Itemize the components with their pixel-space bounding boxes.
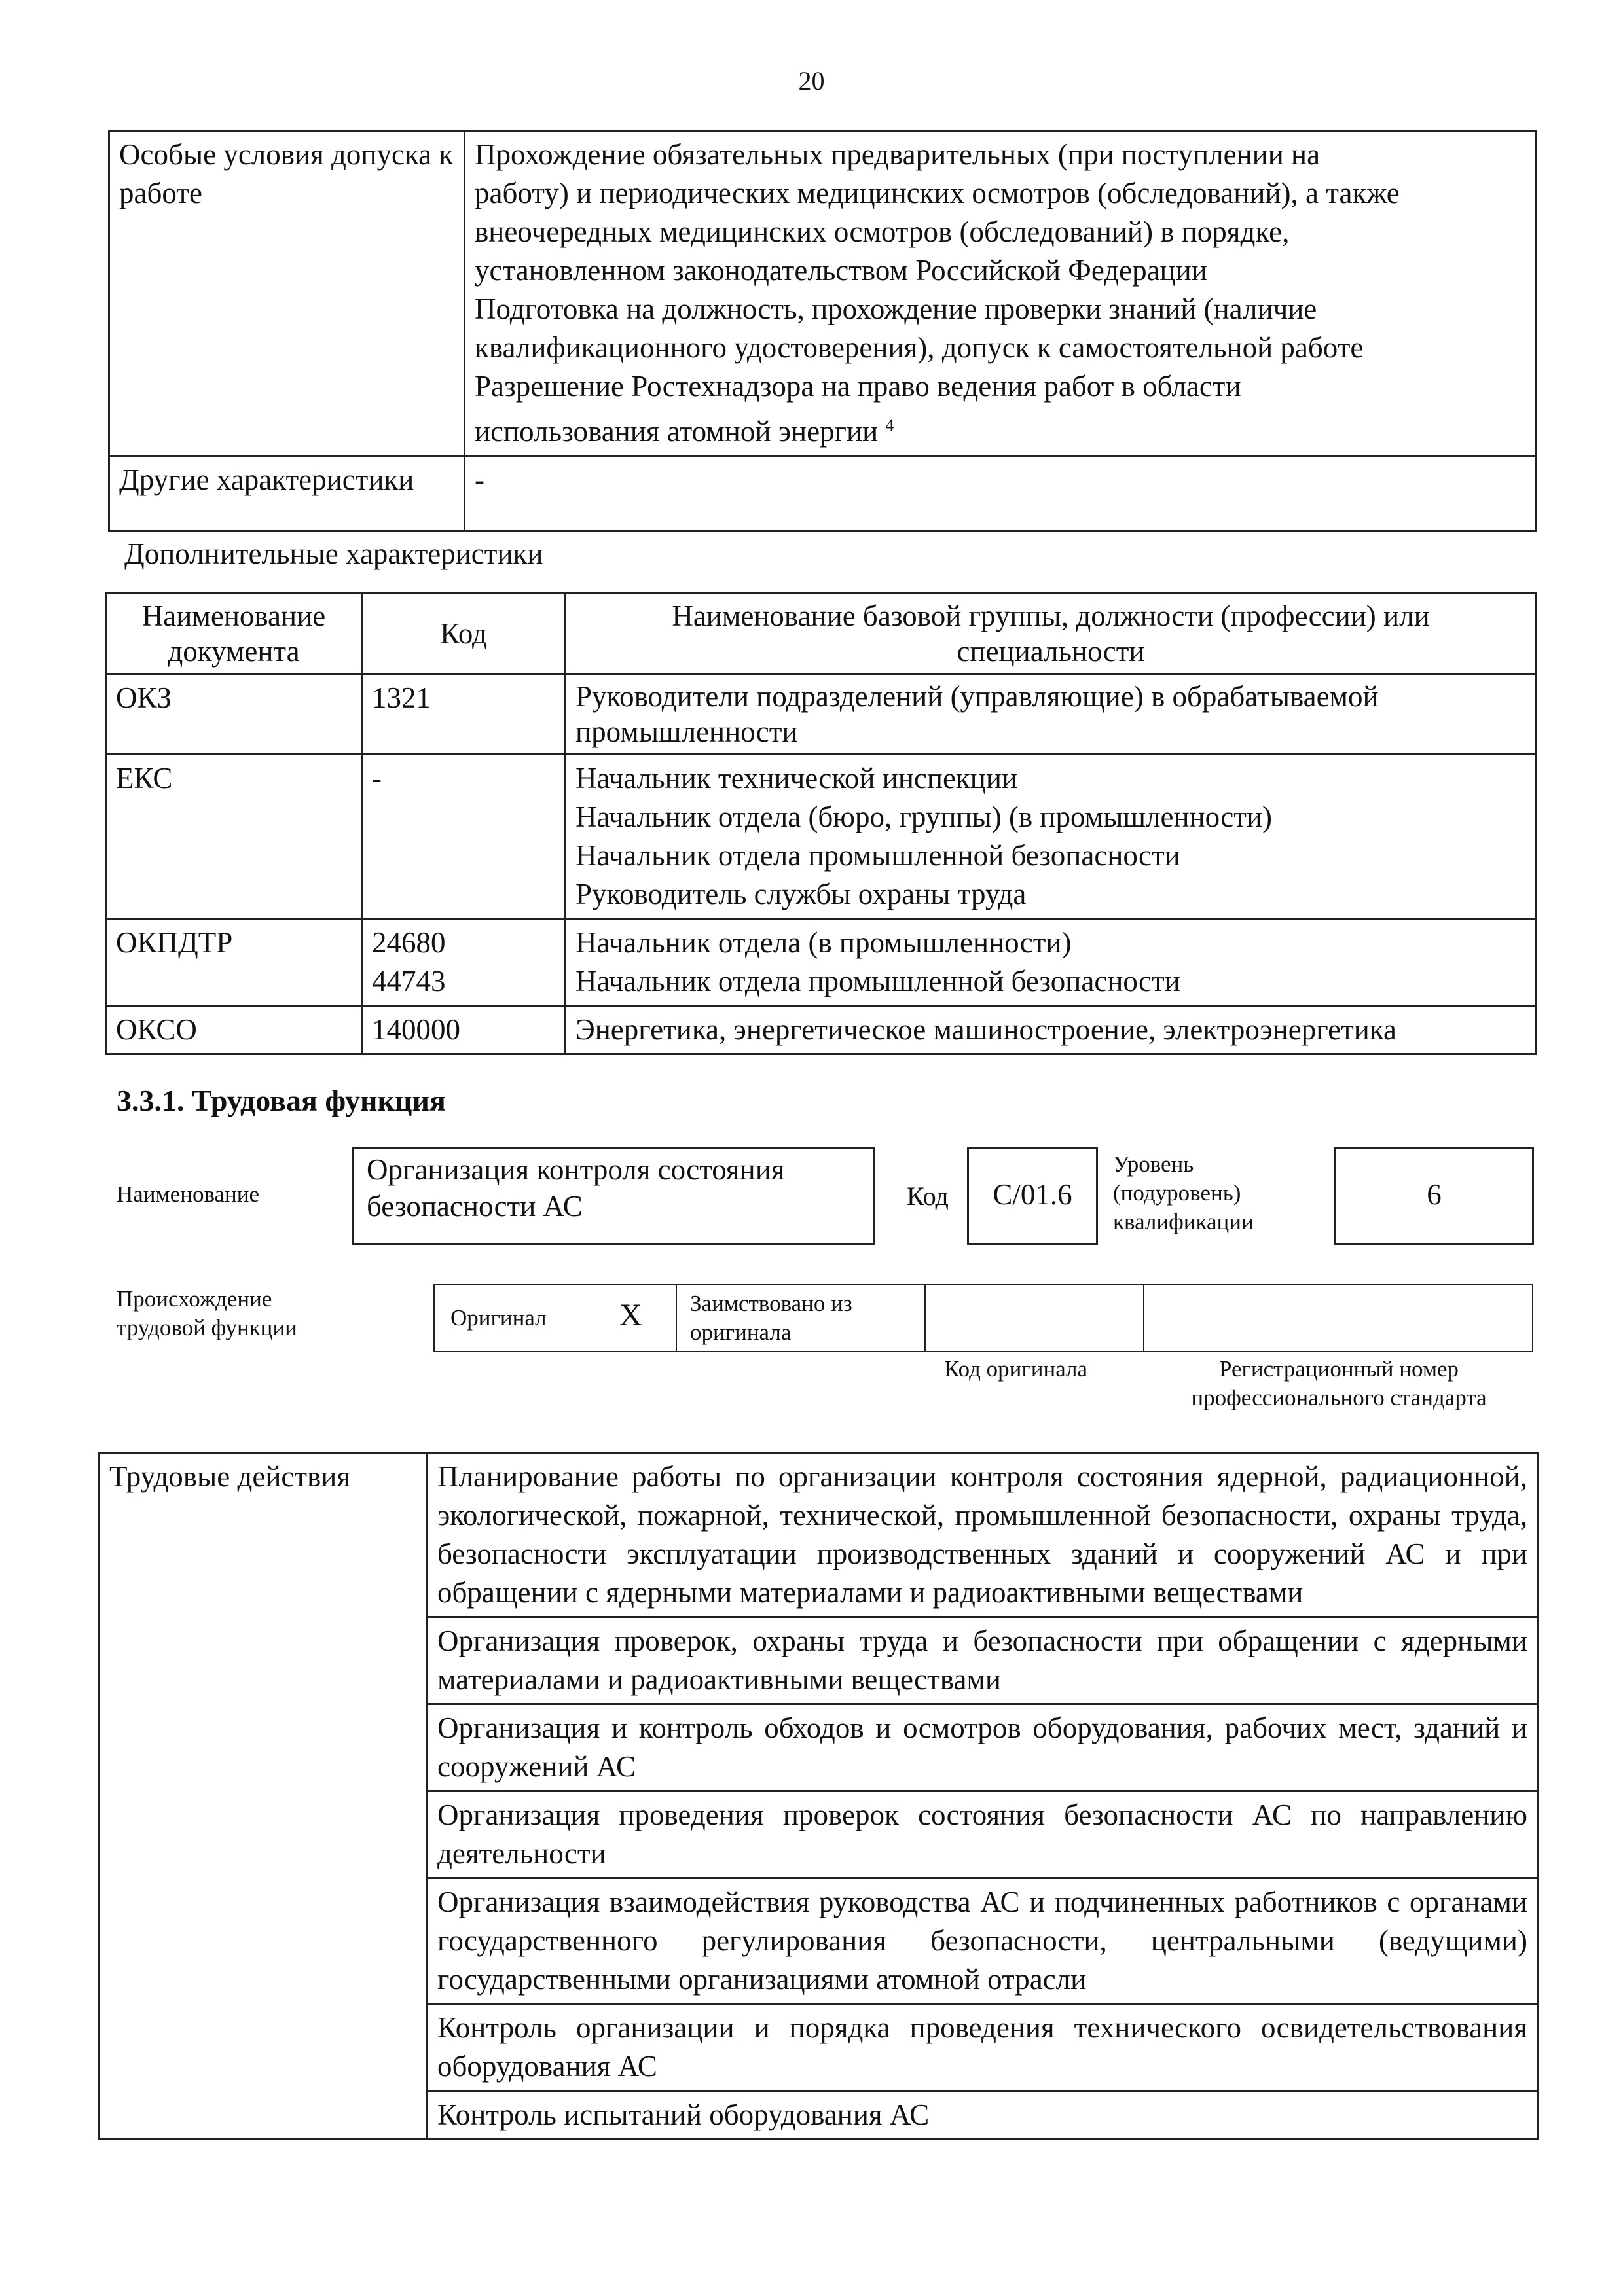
table-row [106, 674, 1537, 755]
condition-line: внеочередных медицинских осмотров (обследований) в порядке, [475, 215, 1290, 248]
condition-line: Разрешение Ростехнадзора на право ведения работ в области [475, 370, 1241, 403]
footnote-marker: 4 [885, 416, 894, 435]
conditions-table [108, 130, 1537, 532]
name-cell [566, 919, 1537, 1006]
name-cell [566, 755, 1537, 919]
condition-line [475, 406, 1525, 451]
table-row [106, 919, 1537, 1006]
condition-line: квалификационного удостоверения), допуск к самостоятельной работе [475, 331, 1364, 364]
name-line: Начальник отдела (в промышленности) [575, 926, 1072, 959]
additional-characteristics-title: Дополнительные характеристики [124, 537, 543, 570]
other-characteristics-label: Другие характеристики [109, 456, 465, 531]
function-level-value: 6 [1427, 1178, 1442, 1211]
borrowed-label: Заимствовано из оригинала [690, 1291, 852, 1345]
origin-divider [676, 1285, 677, 1351]
code-line: 24680 [372, 926, 446, 959]
doc-cell: ОКЗ [106, 674, 362, 755]
header-name: Наименование базовой группы, должности (профессии) или специальности [566, 594, 1537, 674]
reg-number-caption: Регистрационный номер профессионального стандарта [1191, 1356, 1487, 1410]
condition-line: Подготовка на должность, прохождение проверки знаний (наличие [475, 293, 1317, 325]
name-line: Начальник отдела (бюро, группы) (в промышленности) [575, 800, 1272, 833]
name-line: Начальник отдела промышленной безопасности [575, 965, 1180, 997]
name-line: Начальник отдела промышленной безопасности [575, 839, 1180, 872]
name-cell: Руководители подразделений (управляющие) в обрабатываемой промышленности [566, 674, 1537, 755]
function-level-box [1334, 1147, 1534, 1245]
original-label: Оригинал [450, 1305, 547, 1331]
action-cell: Планирование работы по организации контроля состояния ядерной, радиационной, экологической, пожарной, технической, промышленной безопасности, охраны труда, безопасности эксплуатации производственных зданий и сооружений АС и при обращении с ядерными материалами и радиоактивными веществами [428, 1453, 1538, 1617]
code-cell: 140000 [362, 1006, 566, 1054]
action-cell: Организация проведения проверок состояния безопасности АС по направлению деятельности [428, 1791, 1538, 1878]
condition-line: установленном законодательством Российской Федерации [475, 254, 1207, 287]
code-cell [362, 919, 566, 1006]
action-cell: Контроль организации и порядка проведения технического освидетельствования оборудования АС [428, 2004, 1538, 2091]
condition-line: работу) и периодических медицинских осмотров (обследований), а также [475, 177, 1400, 209]
other-characteristics-row [109, 456, 1536, 531]
origin-label: Происхождение трудовой функции [117, 1286, 297, 1340]
doc-cell: ОКСО [106, 1006, 362, 1054]
function-name-label: Наименование [117, 1181, 260, 1207]
original-mark: X [619, 1298, 642, 1333]
special-conditions-row [109, 131, 1536, 456]
name-cell: Энергетика, энергетическое машиностроение, электроэнергетика [566, 1006, 1537, 1054]
name-line: Начальник технической инспекции [575, 762, 1018, 795]
special-conditions-value [465, 131, 1536, 456]
function-level-label: Уровень (подуровень) квалификации [1113, 1151, 1254, 1234]
section-title: 3.3.1. Трудовая функция [117, 1084, 446, 1117]
additional-characteristics-table [105, 592, 1537, 1055]
condition-line-text: использования атомной энергии [475, 415, 879, 448]
header-code: Код [362, 594, 566, 674]
actions-label: Трудовые действия [100, 1453, 428, 2140]
name-line: Руководитель службы охраны труда [575, 878, 1027, 910]
other-characteristics-value: - [465, 456, 1536, 531]
origin-divider [1143, 1285, 1144, 1351]
labor-actions-table [98, 1452, 1539, 2140]
action-cell: Организация взаимодействия руководства АС и подчиненных работников с органами государственного регулирования безопасности, центральными (ведущими) государственными организациями атомной отрасли [428, 1878, 1538, 2004]
doc-cell: ОКПДТР [106, 919, 362, 1006]
condition-line: Прохождение обязательных предварительных (при поступлении на [475, 138, 1321, 171]
table-row [106, 755, 1537, 919]
origin-divider [924, 1285, 926, 1351]
function-code-label: Код [907, 1181, 949, 1211]
page-number: 20 [798, 66, 825, 96]
doc-cell: ЕКС [106, 755, 362, 919]
action-cell: Организация и контроль обходов и осмотров оборудования, рабочих мест, зданий и сооружений АС [428, 1704, 1538, 1791]
action-cell: Контроль испытаний оборудования АС [428, 2091, 1538, 2140]
code-cell: 1321 [362, 674, 566, 755]
code-original-caption: Код оригинала [944, 1356, 1088, 1382]
function-name-value: Организация контроля состояния безопасности АС [367, 1153, 785, 1223]
action-cell: Организация проверок, охраны труда и безопасности при обращении с ядерными материалами и радиоактивными веществами [428, 1617, 1538, 1704]
header-document: Наименование документа [106, 594, 362, 674]
function-name-box [352, 1147, 875, 1245]
table-row [100, 1453, 1538, 1617]
table-header-row [106, 594, 1537, 674]
function-code-box [967, 1147, 1098, 1245]
code-line: 44743 [372, 965, 446, 997]
function-code-value: C/01.6 [993, 1178, 1072, 1211]
origin-table [433, 1284, 1533, 1352]
code-cell: - [362, 755, 566, 919]
table-row [106, 1006, 1537, 1054]
special-conditions-label: Особые условия допуска к работе [109, 131, 465, 456]
